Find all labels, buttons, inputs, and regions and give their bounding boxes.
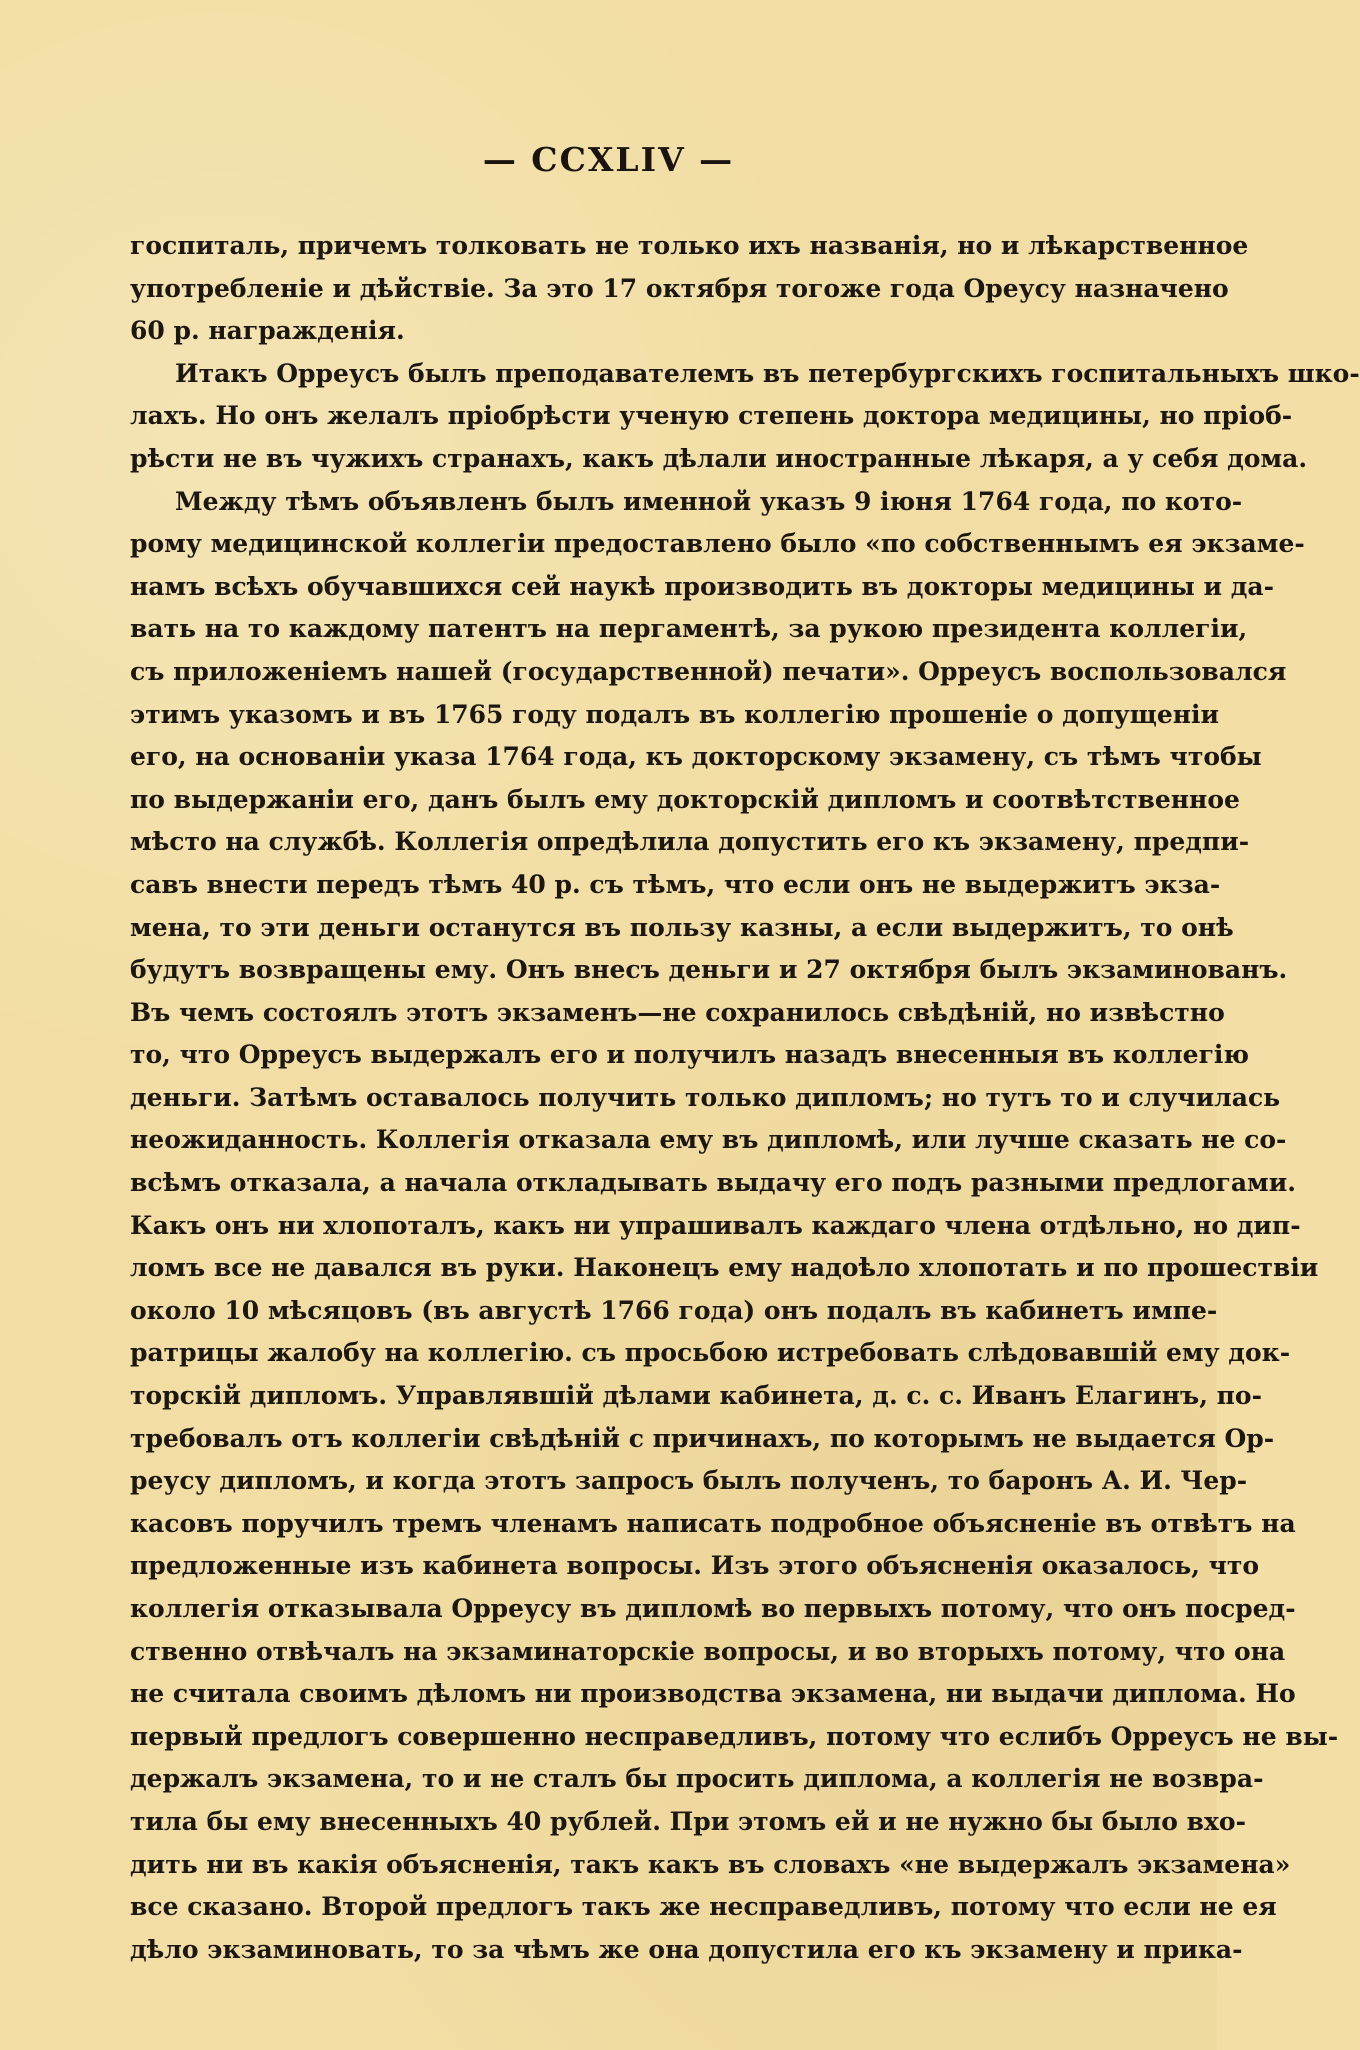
text-line: все сказано. Второй предлогъ такъ же несправедливъ, потому что если не ея: [130, 1892, 1277, 1922]
text-line: реусу дипломъ, и когда этотъ запросъ былъ полученъ, то баронъ А. И. Чер-: [130, 1466, 1248, 1496]
text-line: Между тѣмъ объявленъ былъ именной указъ 9 іюня 1764 года, по кото-: [175, 486, 1243, 516]
text-line: госпиталь, причемъ толковать не только ихъ названія, но и лѣкарственное: [130, 231, 1249, 260]
text-line: не считала своимъ дѣломъ ни производства экзамена, ни выдачи диплома. Но: [130, 1679, 1296, 1709]
text-line: мѣсто на службѣ. Коллегія опредѣлила допустить его къ экзамену, предпи-: [130, 827, 1250, 857]
text-line: первый предлогъ совершенно несправедливъ, потому что еслибъ Орреусъ не вы-: [130, 1721, 1339, 1751]
text-line: Въ чемъ состоялъ этотъ экзаменъ—не сохранилось свѣдѣній, но извѣстно: [130, 997, 1225, 1027]
text-line: держалъ экзамена, то и не сталъ бы просить диплома, а коллегія не возвра-: [130, 1764, 1264, 1794]
text-line: савъ внести передъ тѣмъ 40 р. съ тѣмъ, что если онъ не выдержитъ экза-: [130, 869, 1221, 899]
text-line: его, на основаніи указа 1764 года, къ докторскому экзамену, съ тѣмъ чтобы: [130, 742, 1262, 772]
text-line: ломъ все не давался въ руки. Наконецъ ему надоѣло хлопотать и по прошествіи: [130, 1253, 1319, 1283]
text-line: по выдержаніи его, данъ былъ ему докторскій дипломъ и соотвѣтственное: [130, 784, 1240, 814]
text-line: вать на то каждому патентъ на пергаментѣ, за рукою президента коллегіи,: [130, 614, 1248, 644]
text-line: неожиданность. Коллегія отказала ему въ дипломѣ, или лучше сказать не со-: [130, 1125, 1287, 1155]
text-line: намъ всѣхъ обучавшихся сей наукѣ производить въ докторы медицины и да-: [130, 571, 1274, 601]
text-line: употребленіе и дѣйствіе. За это 17 октября тогоже года Ореусу назначено: [130, 273, 1229, 303]
text-line: будутъ возвращены ему. Онъ внесъ деньги и 27 октября былъ экзаминованъ.: [130, 955, 1288, 985]
text-line: около 10 мѣсяцовъ (въ августѣ 1766 года) онъ подалъ въ кабинетъ импе-: [130, 1295, 1218, 1325]
text-line: Какъ онъ ни хлопоталъ, какъ ни упрашивалъ каждаго члена отдѣльно, но дип-: [130, 1210, 1301, 1240]
text-line: ратрицы жалобу на коллегію. съ просьбою истребовать слѣдовавшій ему док-: [130, 1338, 1291, 1368]
text-line: рѣсти не въ чужихъ странахъ, какъ дѣлали иностранные лѣкаря, а у себя дома.: [130, 443, 1308, 473]
text-line: дить ни въ какія объясненія, такъ какъ въ словахъ «не выдержалъ экзамена»: [130, 1849, 1291, 1879]
text-line: этимъ указомъ и въ 1765 году подалъ въ коллегію прошеніе о допущеніи: [130, 699, 1220, 729]
text-line: то, что Орреусъ выдержалъ его и получилъ назадъ внесенныя въ коллегію: [130, 1040, 1250, 1070]
page-number-header: — CCXLIV —: [482, 140, 735, 179]
text-line: дѣло экзаминовать, то за чѣмъ же она допустила его къ экзамену и прика-: [130, 1934, 1243, 1964]
text-line: всѣмъ отказала, а начала откладывать выдачу его подъ разными предлогами.: [130, 1168, 1297, 1198]
text-line: 60 р. награжденія.: [130, 316, 405, 346]
text-line: касовъ поручилъ тремъ членамъ написать подробное объясненіе въ отвѣтъ на: [130, 1508, 1296, 1538]
text-line: Итакъ Орреусъ былъ преподавателемъ въ петербургскихъ госпитальныхъ шко-: [175, 358, 1360, 388]
text-body: [130, 225, 1360, 1971]
text-line: лахъ. Но онъ желалъ пріобрѣсти ученую степень доктора медицины, но пріоб-: [130, 401, 1293, 431]
text-line: ственно отвѣчалъ на экзаминаторскіе вопросы, и во вторыхъ потому, что она: [130, 1636, 1286, 1666]
text-line: деньги. Затѣмъ оставалось получить только дипломъ; но тутъ то и случилась: [130, 1082, 1281, 1112]
text-line: съ приложеніемъ нашей (государственной) печати». Орреусъ воспользовался: [130, 656, 1287, 686]
text-line: предложенные изъ кабинета вопросы. Изъ этого объясненія оказалось, что: [130, 1551, 1260, 1581]
text-line: тила бы ему внесенныхъ 40 рублей. При этомъ ей и не нужно бы было вхо-: [130, 1806, 1246, 1836]
text-line: мена, то эти деньги останутся въ пользу казны, а если выдержитъ, то онѣ: [130, 912, 1234, 942]
text-line: торскій дипломъ. Управлявшій дѣлами кабинета, д. с. с. Иванъ Елагинъ, по-: [130, 1381, 1262, 1411]
text-line: коллегія отказывала Орреусу въ дипломѣ во первыхъ потому, что онъ посред-: [130, 1594, 1296, 1623]
text-line: рому медицинской коллегіи предоставлено было «по собственнымъ ея экзаме-: [130, 529, 1305, 559]
text-line: требовалъ отъ коллегіи свѣдѣній с причинахъ, по которымъ не выдается Ор-: [130, 1423, 1275, 1453]
